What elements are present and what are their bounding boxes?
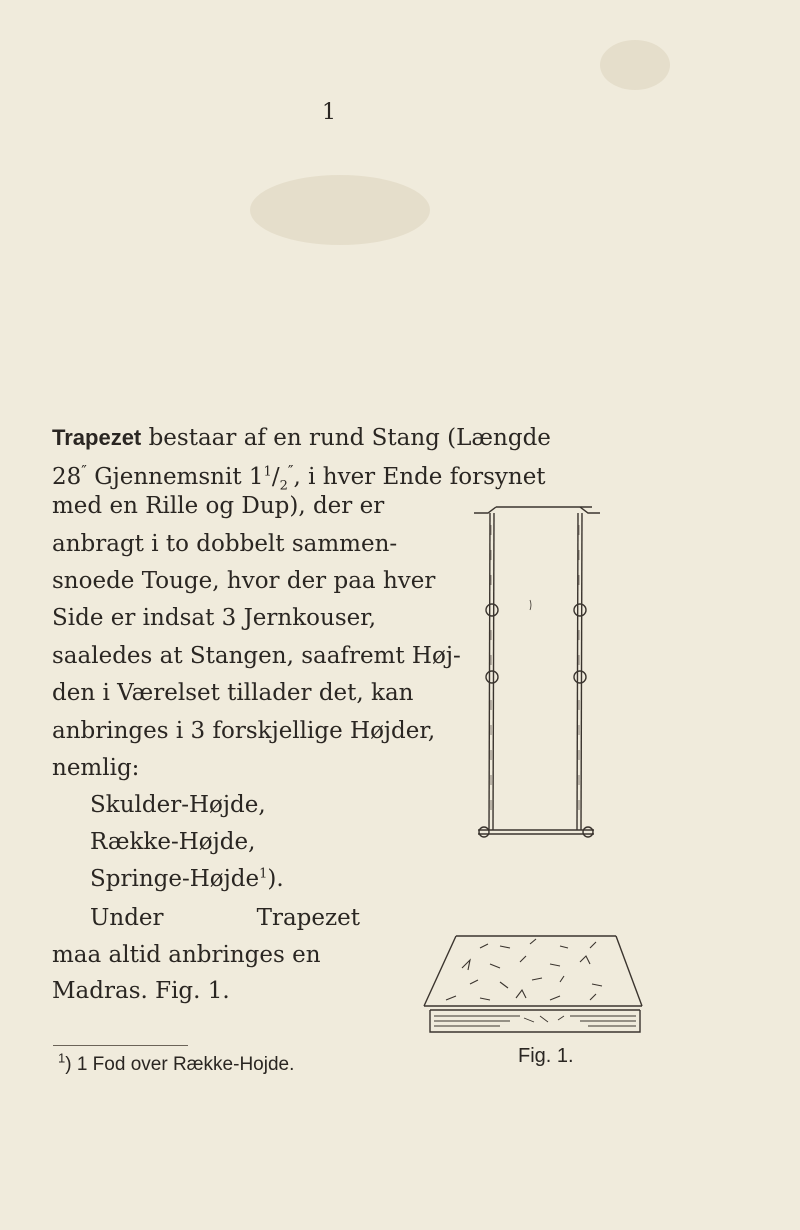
body-line-8: nemlig: <box>52 755 140 781</box>
footnote-rule <box>53 1045 188 1046</box>
body-line-3: snoede Touge, hvor der paa hver <box>52 568 436 594</box>
height-item-3-label: Springe-Højde <box>90 866 260 892</box>
body-line-1: med en Rille og Dup), der er <box>52 493 385 519</box>
footnote <box>58 1050 295 1076</box>
page-number: 1 <box>322 100 336 125</box>
line-1-rest: bestaar af en rund Stang (Længde <box>141 425 551 451</box>
body-line-5: saaledes at Stangen, saafremt Høj- <box>52 643 461 669</box>
line-2: 28″ Gjennemsnit $1^1/_2''$, i hver Ende forsynet <box>52 462 546 494</box>
diameter-slash: / <box>271 464 280 490</box>
body-line-7: anbringes i 3 forskjellige Højder, <box>52 718 436 744</box>
tail-line-1: Under Trapezet <box>90 905 360 931</box>
figure-caption: Fig. 1. <box>518 1045 574 1067</box>
lead-word: Trapezet <box>52 425 142 450</box>
line-1 <box>52 422 551 454</box>
trapeze-illustration <box>470 505 620 855</box>
length-value: 28 <box>52 464 82 490</box>
diameter-den: 2 <box>279 478 288 494</box>
height-item-3-end: ). <box>267 866 284 892</box>
footnote-marker: 1 <box>58 1050 66 1066</box>
body-line-4: Side er indsat 3 Jernkouser, <box>52 605 377 631</box>
diameter-whole: 1 <box>248 464 264 490</box>
mattress-illustration <box>420 928 648 1040</box>
line-2-rest: , i hver Ende forsynet <box>293 464 546 490</box>
footnote-text: ) 1 Fod over Række-Hojde. <box>65 1054 295 1075</box>
height-item-2: Række-Højde, <box>90 829 256 855</box>
height-item-1: Skulder-Højde, <box>90 792 266 818</box>
stain-2 <box>250 175 430 245</box>
height-item-3 <box>90 864 284 895</box>
footnote-ref: 1 <box>259 866 268 882</box>
stain-1 <box>600 40 670 90</box>
tail-line-3: Madras. Fig. 1. <box>52 978 230 1004</box>
body-line-2: anbragt i to dobbelt sammen- <box>52 531 398 557</box>
diameter-label: Gjennemsnit <box>94 464 242 490</box>
body-line-6: den i Værelset tillader det, kan <box>52 680 414 706</box>
diameter-num: 1 <box>263 464 272 480</box>
tail-line-2: maa altid anbringes en <box>52 942 321 968</box>
